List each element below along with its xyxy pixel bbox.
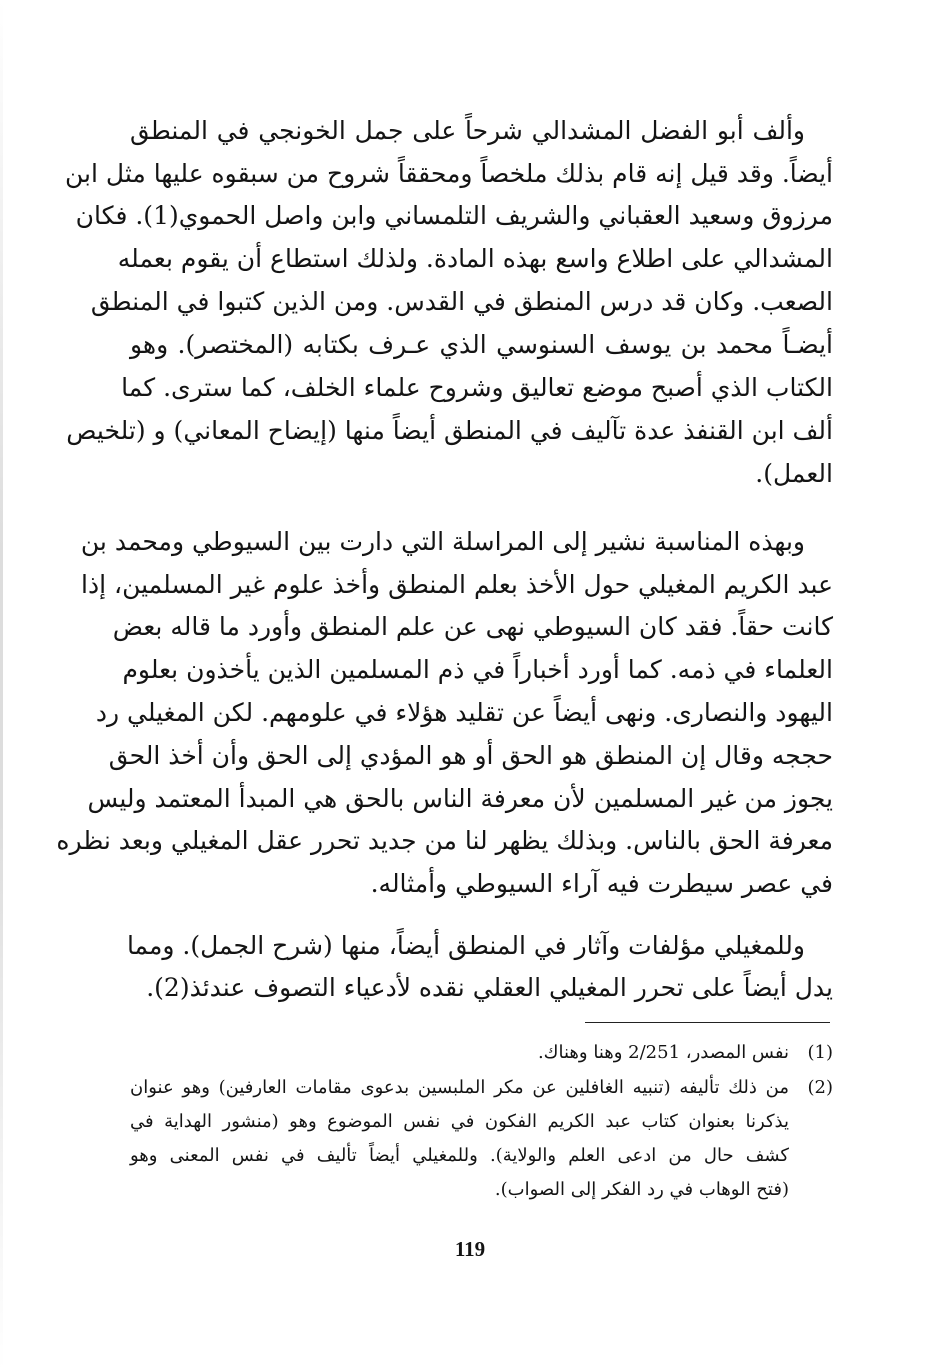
footnote-text: يذكرنا بعنوان كتاب عبد الكريم الفكون في نفس الموضوع وهو (منشور الهداية في [130,1111,789,1132]
footnote-text: من ذلك تأليفه (تنبيه الغافلين عن مكر الملبسين بدعوى مقامات العارفين) وهو عنوان [130,1077,789,1098]
footnote-divider [585,1022,830,1023]
footnote-text: (فتح الوهاب في رد الفكر إلى الصواب). [494,1179,789,1200]
paragraph-line: في عصر سيطرت فيه آراء السيوطي وأمثاله. [370,869,833,898]
page-number: 119 [454,1237,486,1261]
paragraph-line: العلماء في ذمه. كما أورد أخباراً في ذم المسلمين الذين يأخذون بعلوم [122,655,833,684]
page-edge-shadow [0,0,3,1371]
paragraph-line: أيضـاً محمد بن يوسف السنوسي الذي عـرف بكتابه (المختصر). وهو [130,330,833,359]
footnote-number: (2) [807,1077,833,1098]
footnote-2-line [130,1107,833,1137]
paragraph-line: المشدالي على اطلاع واسع بهذه المادة. ولذلك استطاع أن يقوم بعمله [117,244,833,273]
paragraph-line: معرفة الحق بالناس. وبذلك يظهر لنا من جديد تحرر عقل المغيلي وبعد نظره [56,826,833,855]
paragraph-line: وبهذه المناسبة نشير إلى المراسلة التي دارت بين السيوطي ومحمد بن [80,527,805,556]
footnote-2 [130,1073,833,1103]
footnote-2-line [130,1141,833,1171]
footnote-1 [130,1038,833,1068]
paragraph-line: أيضاً. وقد قيل إنه قام بذلك ملخصاً ومحققاً شروح من سبقوه عليها مثل ابن [65,159,833,188]
paragraph-line: يجوز من غير المسلمين لأن معرفة الناس بالحق هي المبدأ المعتمد وليس [87,784,833,813]
paragraph-line: ألف ابن القنفذ عدة تآليف في المنطق أيضاً منها (إيضاح المعاني) و (تلخيص [66,416,833,445]
footnote-text: كشف حال من ادعى العلم والولاية). وللمغيلي أيضاً تأليف في نفس المعنى وهو [130,1145,789,1166]
paragraph-line: كانت حقاً. فقد كان السيوطي نهى عن علم المنطق وأورد ما قاله بعض [112,612,833,641]
paragraph-line: العمل). [755,459,833,488]
paragraph-line: الصعب. وكان قد درس المنطق في القدس. ومن الذين كتبوا في المنطق [90,287,833,316]
paragraph-line: وألف أبو الفضل المشدالي شرحاً على جمل الخونجي في المنطق [130,116,805,145]
paragraph-line: حججه وقال إن المنطق هو الحق أو هو المؤدي إلى الحق وأن أخذ الحق [108,741,833,770]
paragraph-line: اليهود والنصارى. ونهى أيضاً عن تقليد هؤلاء في علومهم. لكن المغيلي رد [95,698,833,727]
paragraph-line: يدل أيضاً على تحرر المغيلي العقلي نقده لأدعياء التصوف عندئذ(2). [146,973,833,1002]
paragraph-line: عبد الكريم المغيلي حول الأخذ بعلم المنطق وأخذ علوم غير المسلمين، إذا [81,570,833,599]
paragraph-line: الكتاب الذي أصبح موضع تعاليق وشروح علماء الخلف، كما سترى. كما [121,373,833,402]
footnote-2-line [130,1175,833,1205]
footnote-number: (1) [807,1042,833,1063]
paragraph-line: مرزوق وسعيد العقباني والشريف التلمساني وابن واصل الحموي(1). فكان [75,201,833,230]
paragraph-line: وللمغيلي مؤلفات وآثار في المنطق أيضاً، منها (شرح الجمل). ومما [126,931,805,960]
footnote-text: نفس المصدر، 2/251 وهنا وهناك. [537,1042,789,1063]
